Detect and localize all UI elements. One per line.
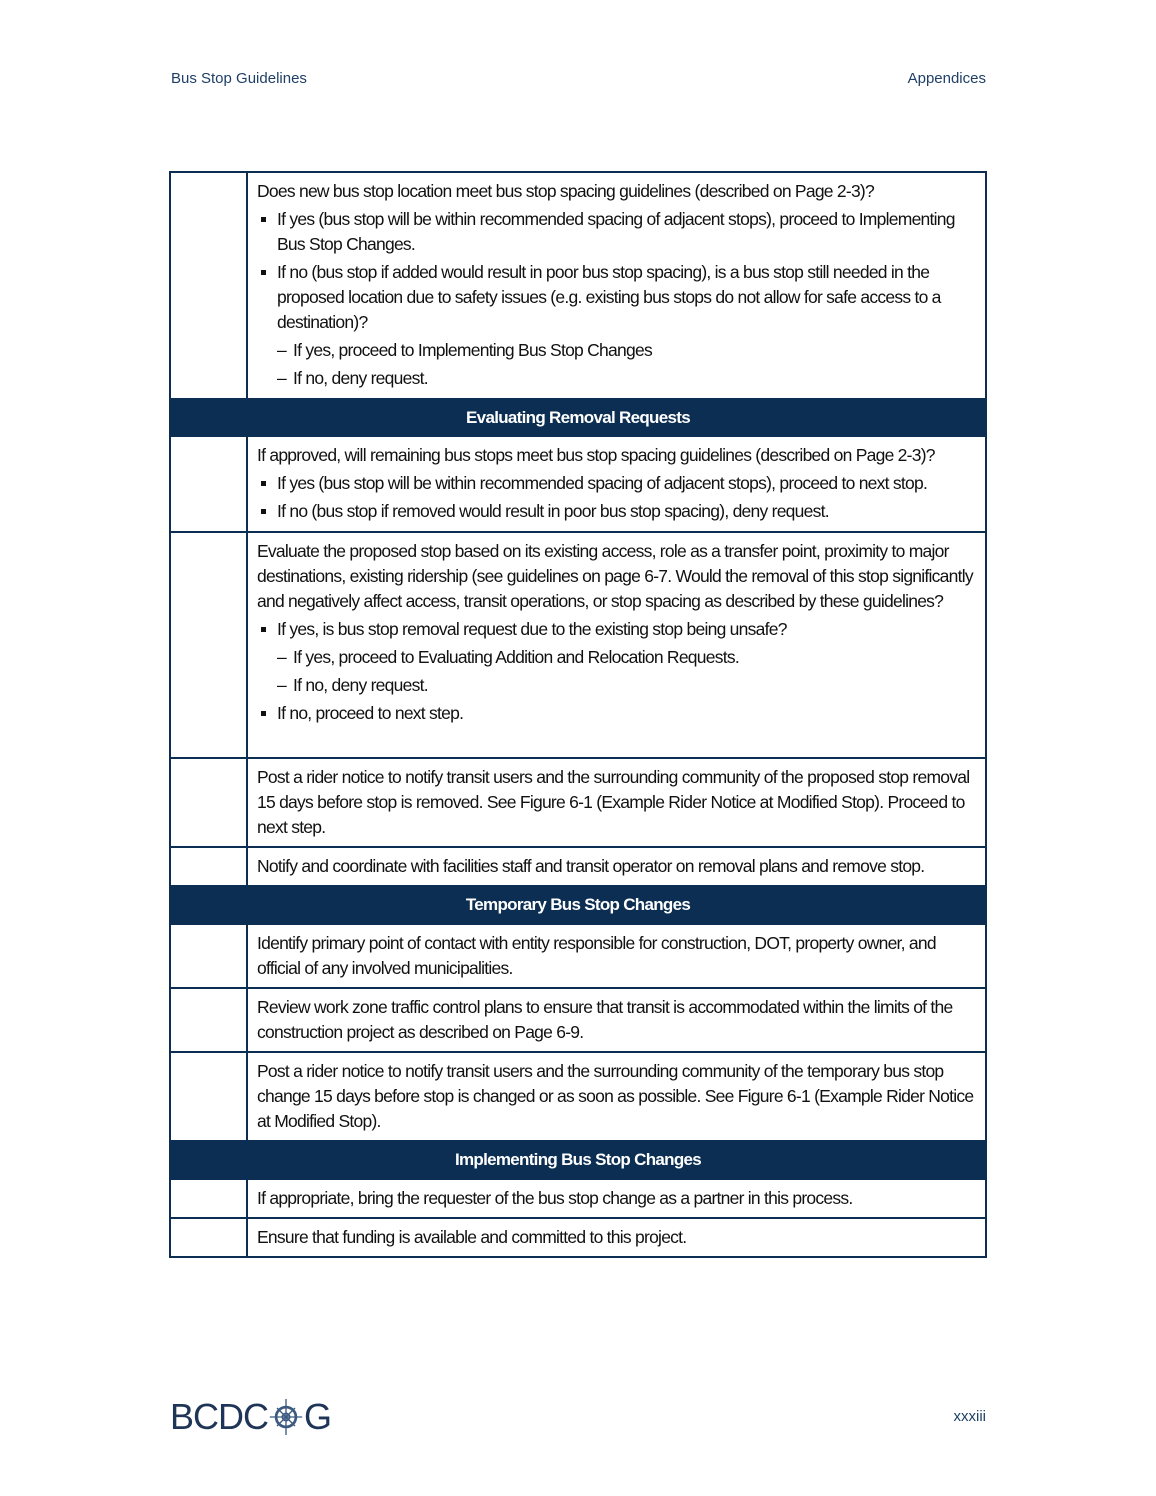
section-title: Evaluating Removal Requests [170,399,986,436]
bullet-item: If no, proceed to next step. [257,701,977,726]
checkbox-cell[interactable] [170,1218,247,1257]
step-text-cell [247,172,986,399]
bullet-item: If no (bus stop if added would result in poor bus stop spacing), is a bus stop still needed in the proposed location due to safety issues (e.g. existing bus stops do not allow for safe access to a destination)? [257,260,977,335]
step-text-cell [247,758,986,847]
checklist-row [170,1218,986,1257]
compass-rose-icon [268,1397,304,1437]
step-paragraph: Identify primary point of contact with entity responsible for construction, DOT, property owner, and official of any involved municipalities. [257,933,936,978]
step-paragraph: Post a rider notice to notify transit users and the surrounding community of the proposed stop removal 15 days before stop is removed. See Figure 6-1 (Example Rider Notice at Modified Stop). Proceed to next step. [257,767,970,837]
checkbox-cell[interactable] [170,758,247,847]
step-text-cell [247,436,986,532]
checklist-row [170,988,986,1052]
section-header-row [170,399,986,436]
sub-bullet-item: – If yes, proceed to Implementing Bus Stop Changes [257,338,977,363]
step-paragraph: If appropriate, bring the requester of the bus stop change as a partner in this process. [257,1188,853,1208]
section-title: Temporary Bus Stop Changes [170,886,986,924]
checkbox-cell[interactable] [170,988,247,1052]
bcdcog-logo: BCDC G [170,1396,332,1437]
bullet-item: If yes (bus stop will be within recommended spacing of adjacent stops), proceed to next stop. [257,471,977,496]
step-paragraph: Does new bus stop location meet bus stop spacing guidelines (described on Page 2-3)? [257,181,874,201]
checkbox-cell[interactable] [170,847,247,886]
section-title: Implementing Bus Stop Changes [170,1141,986,1179]
step-text-cell [247,1052,986,1141]
checklist-row [170,1179,986,1218]
section-header-row [170,1141,986,1179]
step-text-cell [247,847,986,886]
checklist-row [170,758,986,847]
step-text-cell [247,988,986,1052]
running-header-section: Appendices [907,70,986,87]
checkbox-cell[interactable] [170,436,247,532]
step-text-cell [247,1179,986,1218]
step-paragraph: Notify and coordinate with facilities staff and transit operator on removal plans and remove stop. [257,856,925,876]
checklist-row [170,1052,986,1141]
sub-bullet-item: – If no, deny request. [257,673,977,698]
bullet-item: If no (bus stop if removed would result in poor bus stop spacing), deny request. [257,499,977,524]
section-header-row [170,886,986,924]
step-paragraph: Review work zone traffic control plans to ensure that transit is accommodated within the limits of the construction project as described on Page 6-9. [257,997,953,1042]
checkbox-cell[interactable] [170,1179,247,1218]
step-paragraph: Post a rider notice to notify transit users and the surrounding community of the temporary bus stop change 15 days before stop is changed or as soon as possible. See Figure 6-1 (Example Rider Notice at Modified Stop). [257,1061,974,1131]
bullet-item: If yes, is bus stop removal request due to the existing stop being unsafe? [257,617,977,642]
step-text-cell [247,924,986,988]
step-paragraph: Ensure that funding is available and committed to this project. [257,1227,687,1247]
checklist-row [170,172,986,399]
step-paragraph: If approved, will remaining bus stops meet bus stop spacing guidelines (described on Page 2-3)? [257,445,935,465]
step-text-cell [247,1218,986,1257]
checklist-row [170,436,986,532]
checklist-table [169,171,987,1258]
sub-bullet-item: – If yes, proceed to Evaluating Addition and Relocation Requests. [257,645,977,670]
bullet-item: If yes (bus stop will be within recommended spacing of adjacent stops), proceed to Implementing Bus Stop Changes. [257,207,977,257]
page-number: xxxiii [953,1408,986,1425]
checkbox-cell[interactable] [170,1052,247,1141]
checkbox-cell[interactable] [170,924,247,988]
checklist-row [170,847,986,886]
sub-bullet-item: – If no, deny request. [257,366,977,391]
checkbox-cell[interactable] [170,172,247,399]
checklist-row [170,532,986,758]
step-text-cell [247,532,986,758]
step-paragraph: Evaluate the proposed stop based on its existing access, role as a transfer point, proximity to major destinations, existing ridership (see guidelines on page 6-7. Would the removal of this stop significantly and negatively affect access, transit operations, or stop spacing as described by these guidelines? [257,541,973,611]
checkbox-cell[interactable] [170,532,247,758]
running-header-title: Bus Stop Guidelines [171,70,307,87]
checklist-row [170,924,986,988]
